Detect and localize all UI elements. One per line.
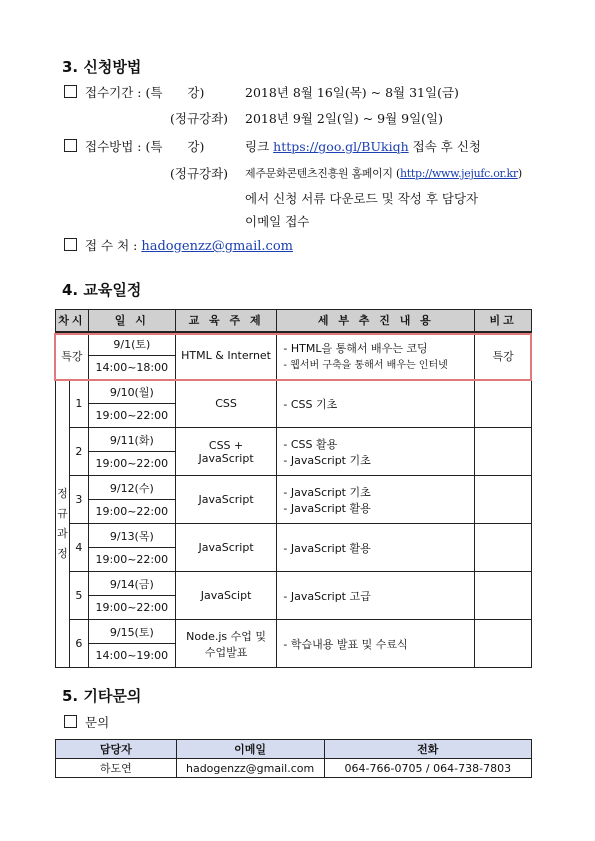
session-note (475, 572, 532, 620)
special-detail-1: - HTML을 통해서 배우는 코딩 (283, 342, 428, 356)
special-date: 9/1(토) (88, 332, 175, 356)
session-time: 19:00~22:00 (88, 404, 175, 428)
session-detail (277, 428, 475, 476)
session-detail (277, 572, 475, 620)
inquiry-label: 문의 (85, 715, 110, 730)
regular-char: 과 (57, 526, 68, 540)
regular-course-label (56, 380, 70, 668)
session-date: 9/11(화) (88, 428, 175, 452)
session-note (475, 380, 532, 428)
period-special: 2018년 8월 16일(목) ~ 8월 31일(금) (245, 85, 459, 100)
session-note (475, 524, 532, 572)
section-5-title: 5. 기타문의 (62, 687, 142, 705)
header-session: 차시 (56, 310, 89, 332)
session-number: 2 (69, 428, 88, 476)
receipt-email-link[interactable]: hadogenzz@gmail.com (141, 239, 293, 254)
contact-row (56, 759, 532, 778)
session-topic (175, 428, 277, 476)
method-regular-line3: 이메일 접수 (245, 214, 310, 229)
session-row (56, 380, 532, 404)
regular-char: 규 (57, 506, 68, 520)
homepage-link[interactable]: http://www.jejufc.or.kr (399, 167, 518, 180)
session-note (475, 620, 532, 668)
contact-table (55, 739, 532, 778)
session-topic-2: JavaScript (198, 451, 254, 465)
checkbox-icon (64, 715, 77, 728)
session-detail (277, 380, 475, 428)
session-time: 19:00~22:00 (88, 500, 175, 524)
regular-char: 정 (57, 486, 68, 500)
session-detail-2: - JavaScript 기초 (283, 453, 371, 467)
receipt-line (64, 236, 293, 254)
period-line (64, 83, 204, 101)
method-regular (245, 165, 522, 181)
session-topic-1: JavaScript (198, 493, 254, 506)
session-row (56, 476, 532, 500)
section-4-title: 4. 교육일정 (62, 281, 142, 299)
period-regular: 2018년 9월 2일(일) ~ 9월 9일(일) (245, 111, 443, 126)
session-detail-2: - JavaScript 활용 (283, 501, 371, 515)
special-time: 14:00~18:00 (88, 356, 175, 380)
checkbox-icon (64, 238, 77, 251)
session-detail (277, 476, 475, 524)
special-note: 특강 (475, 332, 532, 380)
session-time: 19:00~22:00 (88, 548, 175, 572)
session-topic (175, 620, 277, 668)
session-topic-1: CSS + (208, 438, 244, 452)
header-datetime: 일 시 (88, 310, 175, 332)
section-3-title: 3. 신청방법 (62, 58, 142, 76)
session-detail (277, 620, 475, 668)
header-contact-person: 담당자 (56, 740, 177, 759)
method-regular-label: (정규강좌) (170, 166, 229, 181)
session-detail-1: - JavaScript 기초 (283, 485, 371, 499)
checkbox-icon (64, 139, 77, 152)
method-special-prefix: 링크 (245, 139, 270, 154)
session-date: 9/13(목) (88, 524, 175, 548)
session-date: 9/14(금) (88, 572, 175, 596)
session-detail-1: - CSS 활용 (283, 437, 338, 451)
schedule-header-row (56, 310, 532, 332)
special-label: 특강 (56, 332, 89, 380)
session-row (56, 524, 532, 548)
session-number: 6 (69, 620, 88, 668)
session-detail-1: - JavaScript 고급 (283, 589, 371, 603)
session-topic (175, 476, 277, 524)
method-regular-suffix: ) (517, 167, 522, 180)
session-time: 19:00~22:00 (88, 596, 175, 620)
header-note: 비고 (475, 310, 532, 332)
session-note (475, 476, 532, 524)
session-topic (175, 572, 277, 620)
receipt-label: 접 수 처 : (85, 238, 138, 253)
session-note (475, 428, 532, 476)
special-detail (277, 332, 475, 380)
method-label: 접수방법 : (특 강) (85, 139, 205, 154)
method-special (245, 137, 481, 155)
session-topic-1: Node.js 수업 및 (186, 629, 267, 643)
session-number: 3 (69, 476, 88, 524)
session-row (56, 428, 532, 452)
regular-char: 정 (57, 546, 68, 560)
session-date: 9/12(수) (88, 476, 175, 500)
method-special-suffix: 접속 후 신청 (412, 139, 481, 154)
session-number: 1 (69, 380, 88, 428)
special-row (56, 332, 532, 356)
contact-header-row (56, 740, 532, 759)
method-regular-prefix: 제주문화콘텐츠진흥원 홈페이지 ( (245, 167, 400, 180)
session-row (56, 572, 532, 596)
checkbox-icon (64, 85, 77, 98)
signup-link[interactable]: https://goo.gl/BUkiqh (273, 139, 409, 154)
session-detail-1: - JavaScript 활용 (283, 541, 371, 555)
session-row (56, 620, 532, 644)
special-detail-2: - 웹서버 구축을 통해서 배우는 인터넷 (283, 360, 448, 372)
session-number: 5 (69, 572, 88, 620)
session-topic-2: 수업발표 (204, 645, 248, 659)
session-topic (175, 380, 277, 428)
session-number: 4 (69, 524, 88, 572)
session-date: 9/10(월) (88, 380, 175, 404)
session-time: 19:00~22:00 (88, 452, 175, 476)
header-topic: 교 육 주 제 (175, 310, 277, 332)
session-detail (277, 524, 475, 572)
session-time: 14:00~19:00 (88, 644, 175, 668)
header-phone: 전화 (324, 740, 531, 759)
session-date: 9/15(토) (88, 620, 175, 644)
period-label: 접수기간 : (특 강) (85, 85, 205, 100)
session-detail-1: - CSS 기초 (283, 397, 338, 411)
session-topic-1: JavaScipt (200, 589, 252, 602)
header-detail: 세 부 추 진 내 용 (277, 310, 475, 332)
contact-email[interactable]: hadogenzz@gmail.com (176, 759, 324, 778)
header-email: 이메일 (176, 740, 324, 759)
special-topic: HTML & Internet (175, 332, 277, 380)
schedule-table (55, 309, 532, 668)
contact-person: 하도연 (56, 759, 177, 778)
method-regular-line2: 에서 신청 서류 다운로드 및 작성 후 담당자 (245, 191, 479, 206)
session-topic-1: JavaScript (198, 541, 254, 554)
session-detail-1: - 학습내용 발표 및 수료식 (283, 637, 408, 651)
session-topic-1: CSS (215, 397, 237, 410)
inquiry-line (64, 713, 109, 731)
session-topic (175, 524, 277, 572)
period-regular-label: (정규강좌) (170, 111, 229, 126)
contact-phone: 064-766-0705 / 064-738-7803 (324, 759, 531, 778)
method-line (64, 137, 204, 155)
